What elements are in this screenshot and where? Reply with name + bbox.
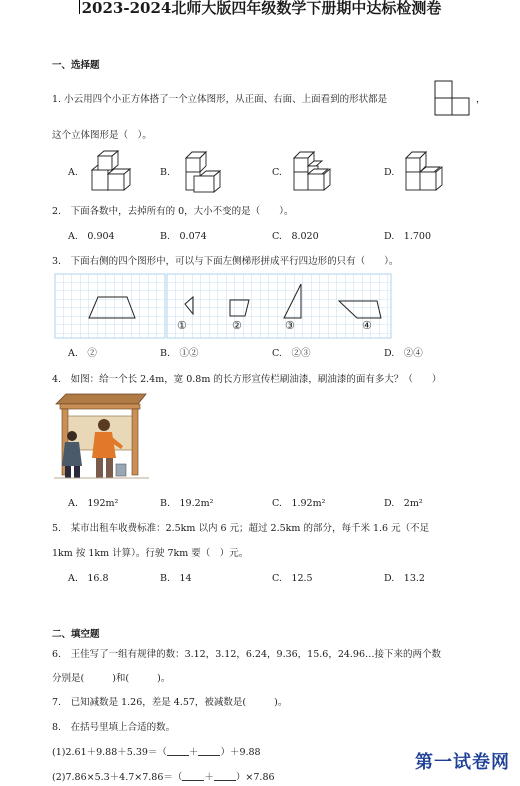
- q2-option-d[interactable]: D. 1.700: [384, 231, 431, 242]
- q8a-text: [52, 744, 261, 758]
- section-heading-choice: 一、选择题: [52, 60, 100, 71]
- watermark-logo: 第一试卷网: [415, 752, 510, 773]
- q2-text: 2. 下面各数中，去掉所有的 0，大小不变的是（ ）。: [52, 206, 294, 217]
- q1-option-d[interactable]: D.: [384, 167, 395, 178]
- q5-line2: 1km 按 1km 计算）。行驶 7km 要（ ）元。: [52, 548, 249, 559]
- q3-option-d[interactable]: D. ②④: [384, 348, 423, 359]
- q4-option-c[interactable]: C. 1.92m²: [272, 498, 326, 509]
- q8a-plus: ＋: [188, 747, 199, 758]
- q4-option-d[interactable]: D. 2m²: [384, 498, 423, 509]
- q3-option-a[interactable]: A. ②: [68, 348, 97, 359]
- q5-line1: 5. 某市出租车收费标准：2.5km 以内 6 元；超过 2.5km 的部分，每千米 1.6 元（不足: [52, 523, 430, 534]
- q6-line2: [52, 670, 170, 684]
- q4-option-a[interactable]: A. 192m²: [68, 498, 119, 509]
- q1-cubes-b: [180, 150, 228, 194]
- q1-cubes-a: [88, 150, 136, 194]
- q8a-text-b: ）＋9.88: [220, 747, 261, 758]
- q5-option-b[interactable]: B. 14: [160, 573, 192, 584]
- q1-option-c[interactable]: C.: [272, 167, 282, 178]
- page-title: [0, 0, 520, 18]
- q2-option-b[interactable]: B. 0.074: [160, 231, 207, 242]
- q7-text-a: 7. 已知减数是 1.26，差是 4.57，被减数是(: [52, 697, 247, 708]
- q6-line2-b: )和(: [112, 673, 130, 684]
- q8b-blank-1[interactable]: [182, 771, 204, 781]
- q7-text: [52, 694, 287, 708]
- q4-option-b[interactable]: B. 19.2m²: [160, 498, 214, 509]
- q8b-text-b: ）×7.86: [235, 772, 275, 783]
- q3-grid-right: [167, 274, 391, 338]
- q1-option-a[interactable]: A.: [68, 167, 78, 178]
- section-heading-fill: 二、填空题: [52, 629, 100, 640]
- q6-line1: 6. 王佳写了一组有规律的数：3.12，3.12，6.24，9.36，15.6，24.96…接下来的两个数: [52, 649, 442, 660]
- q7-text-b: )。: [274, 697, 288, 708]
- q8b-blank-2[interactable]: [214, 771, 236, 781]
- q3-label-2: ②: [232, 319, 242, 332]
- q3-grid-left: [55, 274, 165, 338]
- q8b-text-a: (2)7.86×5.3＋4.7×7.86＝（: [52, 772, 183, 783]
- q3-text: 3. 下面右侧的四个图形中，可以与下面左侧梯形拼成平行四边形的只有（ ）。: [52, 256, 399, 267]
- q1-cubes-c: [292, 150, 340, 194]
- q1-cubes-d: [404, 150, 452, 194]
- q8a-blank-2[interactable]: [198, 746, 220, 756]
- q3-label-4: ④: [362, 319, 372, 332]
- q3-option-c[interactable]: C. ②③: [272, 348, 311, 359]
- q5-option-d[interactable]: D. 13.2: [384, 573, 425, 584]
- q5-option-a[interactable]: A. 16.8: [68, 573, 109, 584]
- q8-text: 8. 在括号里填上合适的数。: [52, 722, 176, 733]
- q1-line2: 这个立体图形是（ ）。: [52, 130, 152, 141]
- q4-text: 4. 如图：给一个长 2.4m，宽 0.8m 的长方形宣传栏刷油漆，刷油漆的面有多大？（ ）: [52, 374, 442, 385]
- q8a-text-a: (1)2.61＋9.88＋5.39＝（: [52, 747, 167, 758]
- q8b-text: [52, 769, 275, 783]
- q3-label-3: ③: [285, 319, 295, 332]
- q2-option-c[interactable]: C. 8.020: [272, 231, 319, 242]
- q3-label-1: ①: [177, 319, 187, 332]
- q8a-blank-1[interactable]: [167, 746, 189, 756]
- q5-option-c[interactable]: C. 12.5: [272, 573, 313, 584]
- q1-view-figure: [434, 80, 470, 116]
- q1-option-b[interactable]: B.: [160, 167, 171, 178]
- q2-option-a[interactable]: A. 0.904: [68, 231, 115, 242]
- q3-option-b[interactable]: B. ①②: [160, 348, 199, 359]
- q6-line2-c: )。: [157, 673, 171, 684]
- q8b-plus: ＋: [204, 772, 214, 783]
- title-text: 2023-2024北师大版四年级数学下册期中达标检测卷: [81, 0, 442, 17]
- q6-line2-a: 分别是(: [52, 673, 85, 684]
- q1-line1: 1. 小云用四个小正方体搭了一个立体图形，从正面、右面、上面看到的形状都是: [52, 94, 388, 105]
- q1-comma: ，: [476, 94, 486, 105]
- q4-illustration: [54, 392, 149, 480]
